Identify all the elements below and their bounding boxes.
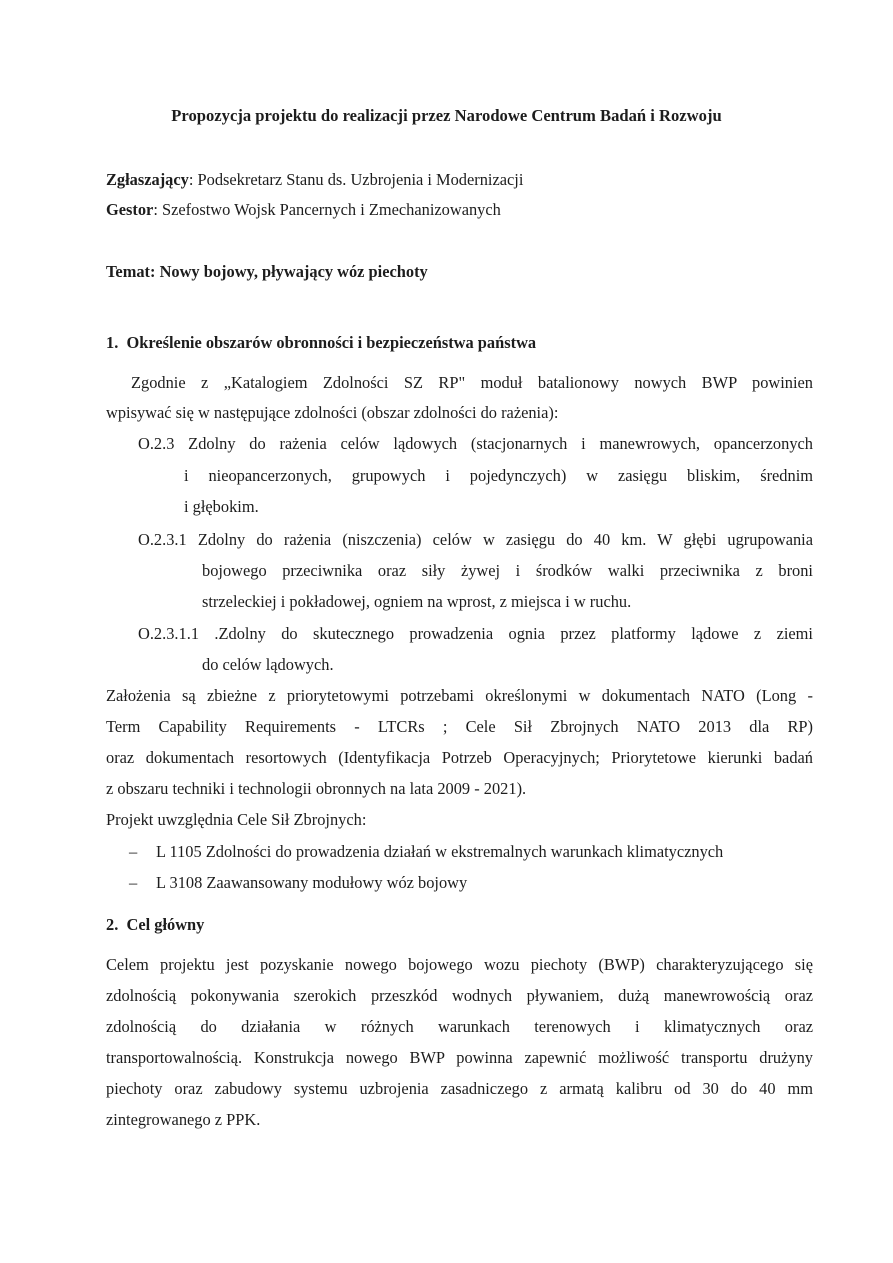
item2-line3: strzeleckiej i pokładowej, ogniem na wprost, z miejsca i w ruchu.: [202, 592, 632, 611]
item2-line1: O.2.3.1 Zdolny do rażenia (niszczenia) celów w zasięgu do 40 km. W głębi ugrupowania: [138, 530, 813, 549]
gestor-value: : Szefostwo Wojsk Pancernych i Zmechanizowanych: [153, 200, 501, 219]
section2-line4: transportowalnością. Konstrukcja nowego BWP powinna zapewnić możliwość transportu drużyny: [106, 1048, 813, 1067]
item1-line2: i nieopancerzonych, grupowych i pojedynczych) w zasięgu bliskim, średnim: [184, 466, 813, 485]
section1-intro-line2: wpisywać się w następujące zdolności (obszar zdolności do rażenia):: [106, 403, 559, 422]
applicant-value: : Podsekretarz Stanu ds. Uzbrojenia i Modernizacji: [188, 170, 524, 189]
assumptions-line3: oraz dokumentach resortowych (Identyfikacja Potrzeb Operacyjnych; Priorytetowe kierunki badań: [106, 748, 813, 767]
section2-line2: zdolnością pokonywania szerokich przeszkód wodnych pływaniem, dużą manewrowością oraz: [106, 986, 813, 1005]
section2-heading: 2. Cel główny: [106, 915, 205, 934]
item3-line1: O.2.3.1.1 .Zdolny do skutecznego prowadzenia ognia przez platformy lądowe z ziemi: [138, 624, 813, 643]
item1-line1: O.2.3 Zdolny do rażenia celów lądowych (stacjonarnych i manewrowych, opancerzonych: [138, 434, 813, 453]
assumptions-line1: Założenia są zbieżne z priorytetowymi potrzebami określonymi w dokumentach NATO (Long -: [106, 686, 813, 705]
item2-line2: bojowego przeciwnika oraz siły żywej i środków walki przeciwnika z broni: [202, 561, 813, 580]
item3-line2: do celów lądowych.: [202, 655, 334, 674]
assumptions-line4: z obszaru techniki i technologii obronnych na lata 2009 - 2021).: [106, 779, 527, 798]
applicant-label: Zgłaszający: [106, 170, 189, 189]
gestor-label: Gestor: [106, 200, 154, 219]
section1-heading: 1. Określenie obszarów obronności i bezpieczeństwa państwa: [106, 333, 537, 352]
goal2-bullet: –: [129, 873, 138, 892]
goal1-bullet: –: [129, 842, 138, 861]
section2-line5: piechoty oraz zabudowy systemu uzbrojenia zasadniczego z armatą kalibru od 30 do 40 mm: [106, 1079, 813, 1098]
goal2: L 3108 Zaawansowany modułowy wóz bojowy: [156, 873, 468, 892]
applicant-line: [106, 170, 523, 190]
section2-line1: Celem projektu jest pozyskanie nowego bojowego wozu piechoty (BWP) charakteryzującego się: [106, 955, 813, 974]
section2-line6: zintegrowanego z PPK.: [106, 1110, 261, 1129]
section2-line3: zdolnością do działania w różnych warunkach terenowych i klimatycznych oraz: [106, 1017, 813, 1036]
assumptions-line2: Term Capability Requirements - LTCRs ; Cele Sił Zbrojnych NATO 2013 dla RP): [106, 717, 813, 736]
gestor-line: [106, 200, 501, 220]
goals-intro: Projekt uwzględnia Cele Sił Zbrojnych:: [106, 810, 367, 829]
item1-line3: i głębokim.: [184, 497, 259, 516]
section1-intro-line1: Zgodnie z „Katalogiem Zdolności SZ RP" moduł batalionowy nowych BWP powinien: [131, 373, 813, 392]
document-title: Propozycja projektu do realizacji przez Narodowe Centrum Badań i Rozwoju: [171, 106, 722, 125]
topic-heading: Temat: Nowy bojowy, pływający wóz piechoty: [106, 262, 428, 281]
goal1: L 1105 Zdolności do prowadzenia działań w ekstremalnych warunkach klimatycznych: [156, 842, 724, 861]
